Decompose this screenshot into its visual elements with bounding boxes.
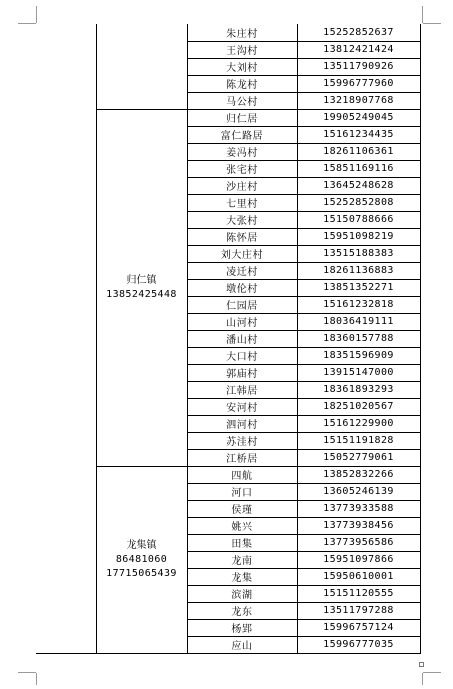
village-cell: 山河村 [187,313,297,330]
town-phone: 13852425448 [106,288,177,300]
phone-cell: 13511797288 [297,602,420,619]
village-cell: 张宅村 [187,160,297,177]
village-cell: 富仁路居 [187,126,297,143]
phone-cell: 13645248628 [297,177,420,194]
crop-mark-bottom-left-horizontal [18,672,36,673]
town-phone: 17715065439 [106,567,177,579]
town-cell [96,466,187,653]
phone-cell: 13812421424 [297,41,420,58]
village-cell: 江桥居 [187,449,297,466]
village-cell: 归仁居 [187,109,297,126]
phone-cell: 18351596909 [297,347,420,364]
village-cell: 大张村 [187,211,297,228]
village-cell: 沙庄村 [187,177,297,194]
village-cell: 龙东 [187,602,297,619]
village-cell: 姜冯村 [187,143,297,160]
phone-cell: 15951097866 [297,551,420,568]
table-resize-handle[interactable] [419,662,424,667]
phone-cell: 13915147000 [297,364,420,381]
village-cell: 安河村 [187,398,297,415]
village-cell: 杨郢 [187,619,297,636]
phone-cell: 13773956586 [297,534,420,551]
crop-mark-top-left-vertical [36,6,37,23]
phone-cell: 18361893293 [297,381,420,398]
crop-mark-bottom-right-horizontal [423,672,441,673]
phone-cell: 15161232818 [297,296,420,313]
village-cell: 七里村 [187,194,297,211]
phone-cell: 15951098219 [297,228,420,245]
village-cell: 侯瑾 [187,500,297,517]
village-cell: 龙集 [187,568,297,585]
village-cell: 马公村 [187,92,297,109]
village-cell: 滨湖 [187,585,297,602]
contact-table [36,24,421,654]
village-cell: 姚兴 [187,517,297,534]
village-cell: 龙南 [187,551,297,568]
village-cell: 四航 [187,466,297,483]
phone-cell: 15996777960 [297,75,420,92]
crop-mark-top-right-vertical [422,6,423,23]
blank-column-cell [36,24,96,653]
phone-cell: 15950610001 [297,568,420,585]
crop-mark-top-right-horizontal [423,23,441,24]
village-cell: 大口村 [187,347,297,364]
phone-cell: 18261136883 [297,262,420,279]
phone-cell: 15851169116 [297,160,420,177]
phone-cell: 15151120555 [297,585,420,602]
phone-cell: 15161234435 [297,126,420,143]
town-name: 龙集镇 [126,539,157,551]
phone-cell: 13511790926 [297,58,420,75]
crop-mark-bottom-left-vertical [36,673,37,685]
village-cell: 泗河村 [187,415,297,432]
phone-cell: 13218907768 [297,92,420,109]
village-cell: 墩伦村 [187,279,297,296]
phone-cell: 15996777035 [297,636,420,653]
phone-cell: 13605246139 [297,483,420,500]
town-phone: 86481060 [115,553,168,565]
phone-cell: 18261106361 [297,143,420,160]
village-cell: 河口 [187,483,297,500]
phone-cell: 15252852637 [297,24,420,41]
phone-cell: 15252852808 [297,194,420,211]
phone-cell: 15151191828 [297,432,420,449]
village-cell: 陈怀居 [187,228,297,245]
phone-cell: 15161229900 [297,415,420,432]
phone-cell: 15996757124 [297,619,420,636]
village-cell: 大刘村 [187,58,297,75]
phone-cell: 13773933588 [297,500,420,517]
town-cell [96,109,187,466]
village-cell: 陈龙村 [187,75,297,92]
phone-cell: 18251020567 [297,398,420,415]
phone-cell: 18360157788 [297,330,420,347]
crop-mark-top-left-horizontal [18,23,36,24]
village-cell: 仁园居 [187,296,297,313]
phone-cell: 15150788666 [297,211,420,228]
phone-cell: 13515188383 [297,245,420,262]
village-cell: 王沟村 [187,41,297,58]
village-cell: 凌迁村 [187,262,297,279]
village-cell: 应山 [187,636,297,653]
phone-cell: 13852832266 [297,466,420,483]
village-cell: 朱庄村 [187,24,297,41]
town-name: 归仁镇 [126,274,157,286]
village-cell: 田集 [187,534,297,551]
phone-cell: 18036419111 [297,313,420,330]
village-cell: 苏洼村 [187,432,297,449]
phone-cell: 13773938456 [297,517,420,534]
phone-cell: 13851352271 [297,279,420,296]
village-cell: 刘大庄村 [187,245,297,262]
village-cell: 潘山村 [187,330,297,347]
crop-mark-bottom-right-vertical [422,673,423,685]
village-cell: 郭庙村 [187,364,297,381]
village-cell: 江韩居 [187,381,297,398]
phone-cell: 15052779061 [297,449,420,466]
table-row [36,24,420,41]
phone-cell: 19905249045 [297,109,420,126]
town-cell [96,24,187,109]
